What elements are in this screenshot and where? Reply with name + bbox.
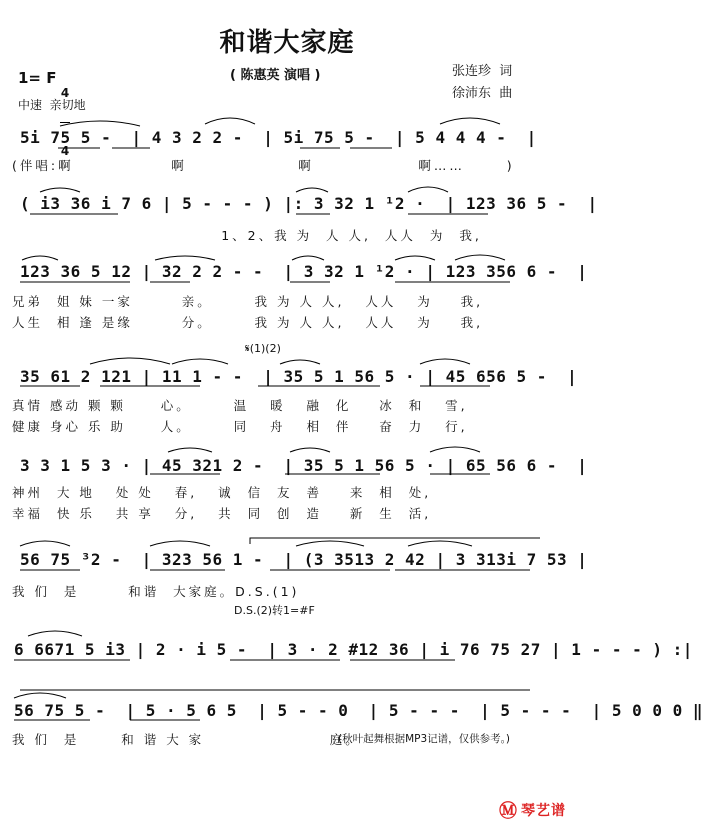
score-row-5-lyrics-verse-2: 幸福 快 乐 共 享 分, 共 同 创 造 新 生 活, — [12, 506, 432, 521]
slur — [296, 188, 328, 192]
slur — [14, 693, 66, 698]
composer-credit: 徐沛东 曲 — [452, 86, 513, 101]
tempo-marking: 中速 亲切地 — [18, 98, 86, 112]
score-row-4-lyrics-verse-2: 健康 身心 乐 助 人。 同 舟 相 伴 奋 力 行, — [12, 419, 468, 434]
slur — [155, 256, 215, 260]
score-row-4-notes: 35 61 2 121 | 11 1 - - | 35 5 1 56 5 · | 45 656 5 - | — [20, 367, 578, 386]
score-row-6-notes: 56 75 ³2 - | 323 56 1 - | (3 3513 2 42 | 3 313i 7 53 | — [20, 550, 588, 569]
segno-marking: 𝄋(1)(2) — [245, 342, 281, 355]
slur — [420, 359, 470, 364]
score-row-2-notes: ( i3 36 i 7 6 | 5 - - - ) |: 3 32 1 ¹2 · | 123 36 5 - | — [20, 194, 598, 213]
score-row-5-notes: 3 3 1 5 3 · | 45 321 2 - | 35 5 1 56 5 · | 65 56 6 - | — [20, 456, 588, 475]
triplet-slur — [440, 118, 500, 124]
brand-logo-text: 琴艺谱 — [521, 803, 566, 819]
score-row-1-lyrics: (伴唱:啊 啊 啊 啊…… ) — [12, 158, 515, 173]
score-row-2-lyrics: 1、2、我 为 人 人, 人人 为 我, — [12, 228, 482, 243]
song-title: 和谐大家庭 — [219, 28, 355, 58]
slur — [90, 358, 170, 364]
brand-logo-icon: Ⓜ — [499, 801, 517, 822]
slur — [40, 188, 80, 192]
slur — [296, 541, 364, 546]
triplet-slur — [205, 118, 255, 124]
slur — [22, 256, 58, 260]
slur — [408, 187, 448, 192]
performer-line: ( 陈惠英 演唱 ) — [230, 68, 321, 83]
slur — [430, 447, 480, 452]
transcription-note: (秋叶起舞根据MP3记谱，仅供参考。) — [338, 733, 511, 745]
lyricist-credit: 张连珍 词 — [452, 64, 513, 79]
score-row-4-lyrics-verse-1: 真情 感动 颗 颗 心。 温 暖 融 化 冰 和 雪, — [12, 398, 468, 413]
slur — [60, 121, 140, 126]
score-row-8-lyrics: 我 们 是 和 谐 大 家 庭。 — [12, 732, 361, 747]
slur — [408, 541, 472, 546]
score-row-1-notes: 5i 75 5 - | 4 3 2 2 - | 5i 75 5 - | 5 4 4 4 - | — [20, 128, 537, 147]
score-row-7-notes: 6 6671 5 i3 | 2 · i 5 - | 3 · 2 #12 36 | i 76 75 27 | 1 - - - ) :| — [14, 640, 693, 659]
volta-bracket — [250, 538, 540, 544]
slur — [172, 359, 228, 364]
slur — [290, 448, 330, 452]
score-row-3-lyrics-verse-2: 人生 相 逢 是缘 分。 我 为 人 人, 人人 为 我, — [12, 315, 484, 330]
dal-segno-instruction: D.S.(2)转1=#F — [234, 604, 315, 617]
slur — [150, 541, 210, 546]
slur — [28, 631, 82, 636]
score-row-6-lyrics: 我 们 是 和谐 大家庭。D.S.(1) — [12, 584, 300, 599]
slur — [168, 448, 212, 452]
slur — [395, 256, 435, 260]
score-row-3-lyrics-verse-1: 兄弟 姐 妹 一家 亲。 我 为 人 人, 人人 为 我, — [12, 294, 484, 309]
score-row-8-notes: 56 75 5 - | 5 · 5 6 5 | 5 - - 0 | 5 - - - | 5 - - - | 5 0 0 0 ‖ — [14, 701, 703, 720]
slur — [20, 541, 70, 546]
key-signature: 1= F — [18, 69, 57, 87]
site-watermark — [499, 797, 566, 823]
slur — [280, 360, 320, 364]
time-signature-bottom: 4 — [60, 144, 70, 158]
time-signature-top: 4 — [60, 86, 70, 100]
score-row-5-lyrics-verse-1: 神州 大 地 处 处 春, 诚 信 友 善 来 相 处, — [12, 485, 432, 500]
slur — [455, 255, 505, 260]
score-row-3-notes: 123 36 5 12 | 32 2 2 - - | 3 32 1 ¹2 · | 123 356 6 - | — [20, 262, 588, 281]
slur — [292, 256, 324, 260]
